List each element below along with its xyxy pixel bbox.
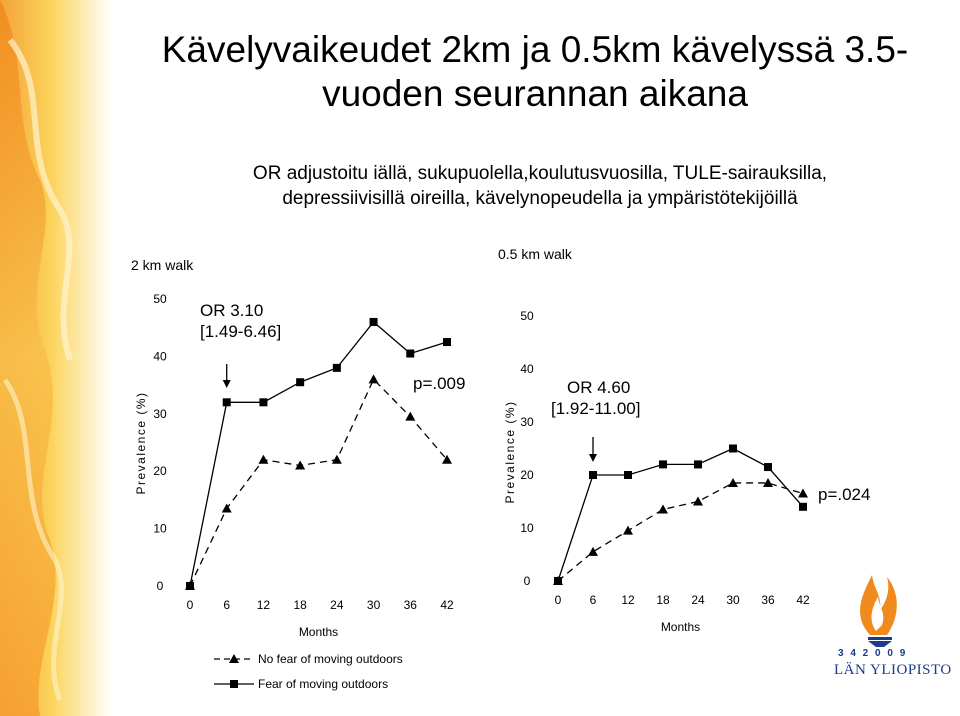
y-tick-label: 10 [520, 521, 534, 535]
x-tick-label: 42 [796, 593, 810, 607]
data-point-triangle [623, 526, 633, 535]
data-point-triangle [693, 497, 703, 506]
x-tick-label: 6 [223, 598, 231, 612]
data-point-square [186, 582, 194, 590]
x-tick-label: 12 [621, 593, 635, 607]
data-point-square [259, 398, 267, 406]
ci-annotation: [1.92-11.00] [551, 399, 641, 418]
arrow-head-icon [223, 380, 231, 388]
x-tick-label: 36 [761, 593, 775, 607]
y-tick-label: 10 [153, 521, 167, 536]
y-tick-label: 0 [156, 579, 164, 593]
data-point-triangle [332, 455, 342, 464]
data-point-triangle [658, 504, 668, 513]
y-tick-label: 40 [153, 349, 167, 364]
data-point-triangle [258, 455, 268, 464]
data-point-square [624, 471, 632, 479]
y-tick-label: 40 [520, 362, 534, 376]
data-point-square [370, 318, 378, 326]
y-tick-label: 30 [153, 406, 167, 421]
panel-label-2km: 2 km walk [131, 257, 194, 273]
or-annotation: OR 3.10 [200, 301, 264, 320]
or-annotation: OR 4.60 [567, 378, 631, 397]
title-line-1: Kävelyvaikeudet 2km ja 0.5km kävelyssä 3.5- [161, 29, 909, 70]
y-tick-label: 20 [520, 468, 534, 482]
x-tick-label: 6 [589, 593, 597, 607]
y-axis-label: Prevalence (%) [134, 391, 148, 495]
data-point-square [694, 460, 702, 468]
data-point-square [333, 364, 341, 372]
x-tick-label: 30 [726, 593, 740, 607]
x-axis-label: Months [298, 625, 339, 639]
x-tick-label: 30 [366, 598, 381, 612]
logo-year: 3 4 2 0 0 9 [838, 648, 908, 659]
x-tick-label: 24 [691, 593, 705, 607]
series-line [190, 379, 447, 586]
x-axis-label: Months [660, 620, 701, 634]
subtitle-line-1: OR adjustoitu iällä, sukupuolella,koulutusvuosilla, TULE-sairauksilla, [252, 163, 828, 184]
data-point-triangle [405, 412, 415, 421]
y-tick-label: 20 [153, 464, 167, 479]
data-point-triangle [369, 374, 379, 383]
p-value-annotation: p=.024 [818, 485, 871, 504]
arrow-head-icon [589, 454, 597, 462]
x-tick-label: 42 [440, 598, 454, 612]
data-point-square [406, 350, 414, 358]
subtitle-line-2: depressiivisillä oireilla, kävelynopeudella ja ympäristötekijöillä [282, 188, 798, 209]
data-point-square [799, 503, 807, 511]
data-point-square [589, 471, 597, 479]
data-point-square [729, 445, 737, 453]
p-value-annotation: p=.009 [413, 374, 466, 393]
series-line [558, 483, 803, 581]
y-axis-label: Prevalence (%) [503, 400, 517, 504]
x-tick-label: 24 [330, 598, 344, 612]
y-tick-label: 0 [523, 574, 531, 588]
title-line-2: vuoden seurannan aikana [322, 73, 748, 114]
legend-label: No fear of moving outdoors [258, 652, 403, 666]
x-tick-label: 0 [186, 598, 194, 612]
data-point-square [554, 577, 562, 585]
panel-label-05km: 0.5 km walk [498, 246, 572, 262]
y-tick-label: 50 [153, 292, 167, 306]
series-line [190, 322, 447, 586]
y-tick-label: 30 [520, 415, 534, 429]
data-point-square [764, 463, 772, 471]
x-tick-label: 0 [554, 593, 562, 607]
legend-label: Fear of moving outdoors [258, 677, 389, 691]
data-point-square [296, 378, 304, 386]
x-tick-label: 12 [256, 598, 271, 612]
y-tick-label: 50 [520, 309, 534, 323]
logo-name: LÄN YLIOPISTO [834, 662, 952, 678]
x-tick-label: 18 [656, 593, 670, 607]
data-point-square [223, 398, 231, 406]
data-point-triangle [588, 547, 598, 556]
x-tick-label: 18 [293, 598, 307, 612]
x-tick-label: 36 [403, 598, 417, 612]
ci-annotation: [1.49-6.46] [200, 322, 282, 341]
legend-marker-square [230, 680, 238, 688]
data-point-square [443, 338, 451, 346]
data-point-square [659, 460, 667, 468]
